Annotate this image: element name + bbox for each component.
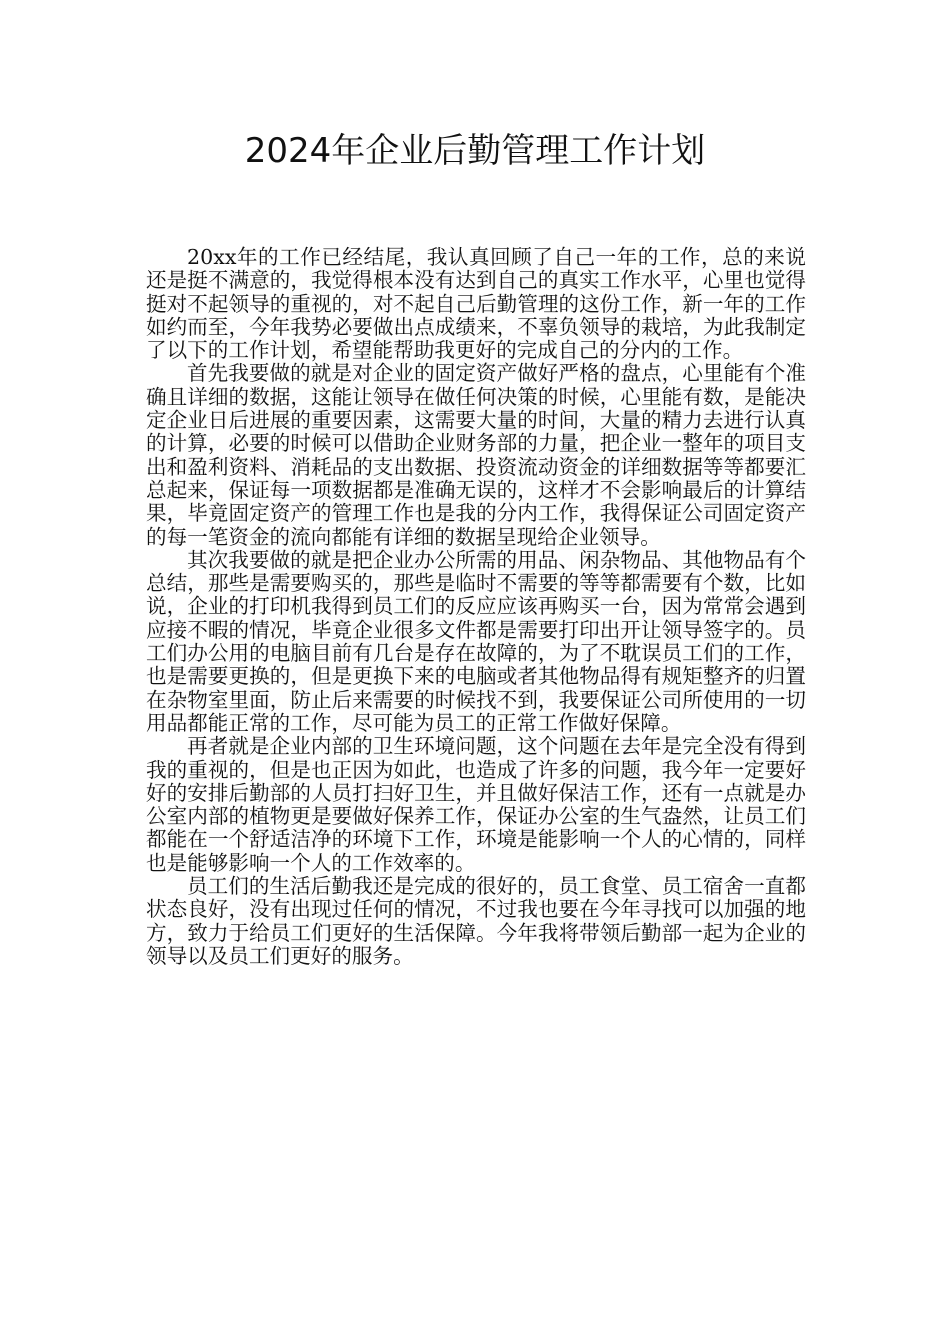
paragraph-1: 20xx年的工作已经结尾，我认真回顾了自己一年的工作，总的来说还是挺不满意的，我觉得根本没有达到自己的真实工作水平，心里也觉得挺对不起领导的重视的，对不起自己后勤管理的这份工作，新一年的工作如约而至，今年我势必要做出点成绩来，不辜负领导的栽培，为此我制定了以下的工作计划，希望能帮助我更好的完成自己的分内的工作。 bbox=[146, 245, 806, 363]
document-body bbox=[146, 246, 806, 968]
document-title: 2024年企业后勤管理工作计划 bbox=[244, 131, 706, 171]
paragraph-5: 员工们的生活后勤我还是完成的很好的，员工食堂、员工宿舍一直都状态良好，没有出现过任何的情况，不过我也要在今年寻找可以加强的地方，致力于给员工们更好的生活保障。今年我将带领后勤部一起为企业的领导以及员工们更好的服务。 bbox=[146, 874, 806, 968]
paragraph-4: 再者就是企业内部的卫生环境问题，这个问题在去年是完全没有得到我的重视的，但是也正因为如此，也造成了许多的问题，我今年一定要好好的安排后勤部的人员打扫好卫生，并且做好保洁工作，还有一点就是办公室内部的植物更是要做好保养工作，保证办公室的生气盎然，让员工们都能在一个舒适洁净的环境下工作，环境是能影响一个人的心情的，同样也是能够影响一个人的工作效率的。 bbox=[146, 734, 806, 875]
paragraph-3: 其次我要做的就是把企业办公所需的用品、闲杂物品、其他物品有个总结，那些是需要购买的，那些是临时不需要的等等都需要有个数，比如说，企业的打印机我得到员工们的反应应该再购买一台，因为常常会遇到应接不暇的情况，毕竟企业很多文件都是需要打印出开让领导签字的。员工们办公用的电脑目前有几台是存在故障的，为了不耽误员工们的工作，也是需要更换的，但是更换下来的电脑或者其他物品得有规矩整齐的归置在杂物室里面，防止后来需要的时候找不到，我要保证公司所使用的一切用品都能正常的工作，尽可能为员工的正常工作做好保障。 bbox=[146, 547, 806, 735]
paragraph-2: 首先我要做的就是对企业的固定资产做好严格的盘点，心里能有个准确且详细的数据，这能让领导在做任何决策的时候，心里能有数，是能决定企业日后进展的重要因素，这需要大量的时间，大量的精力去进行认真的计算，必要的时候可以借助企业财务部的力量，把企业一整年的项目支出和盈利资料、消耗品的支出数据、投资流动资金的详细数据等等都要汇总起来，保证每一项数据都是准确无误的，这样才不会影响最后的计算结果，毕竟固定资产的管理工作也是我的分内工作，我得保证公司固定资产的每一笔资金的流向都能有详细的数据呈现给企业领导。 bbox=[146, 361, 806, 549]
